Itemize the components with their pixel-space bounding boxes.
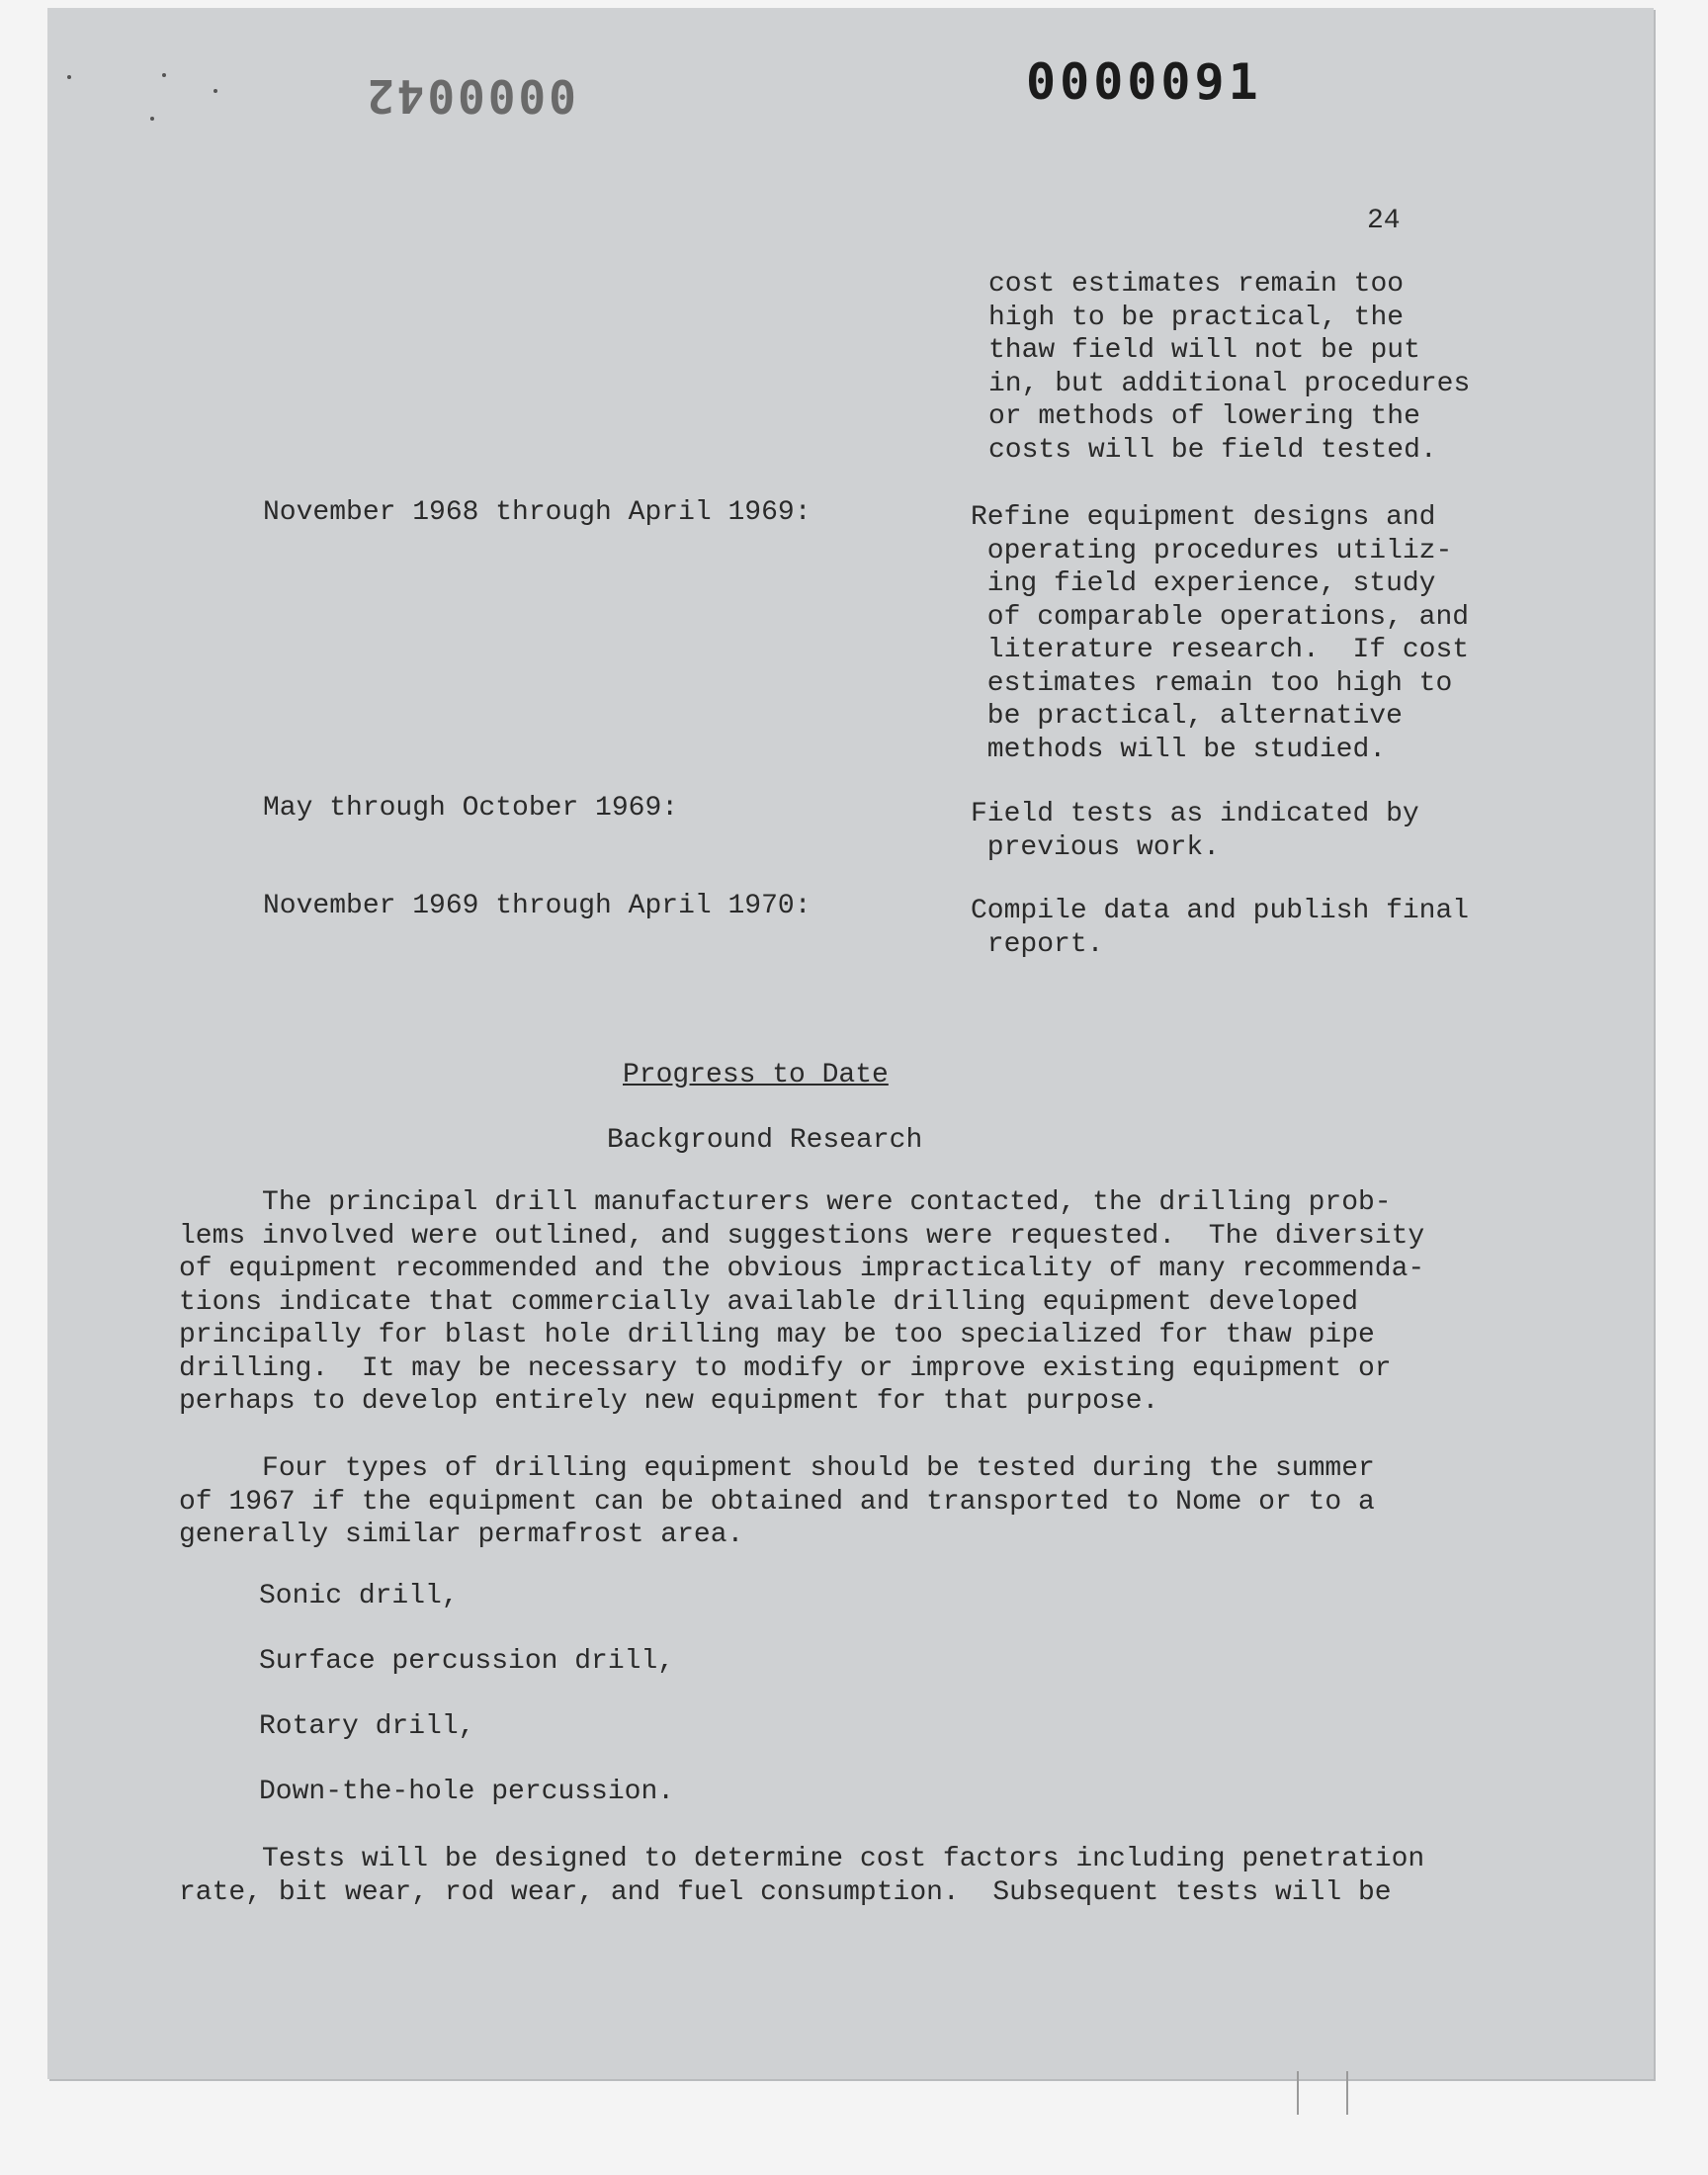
paragraph-drill-manufacturers: The principal drill manufacturers were contacted, the drilling prob- lems involved were outlined, and suggestions were requested. The diversity of equipment recommended and the obvious impracticality of many recommenda- tions indicate that commercially available drilling equipment developed principally for blast hole drilling may be too specialized for thaw pipe drilling. It may be necessary to modify or improve existing equipment or perhaps to develop entirely new equipment for that purpose. — [179, 1187, 1425, 1417]
schedule-continuation-text: cost estimates remain too high to be practical, the thaw field will not be put in, but additional procedures or methods of lowering the costs will be field tested. — [988, 269, 1471, 466]
schedule-description-2: Field tests as indicated by previous work. — [971, 799, 1419, 863]
speck — [214, 89, 217, 93]
fold-line — [1297, 2071, 1299, 2115]
speck — [67, 75, 71, 79]
document-stamp-number: 0000091 — [1026, 53, 1262, 111]
speck — [162, 73, 166, 77]
speck — [150, 117, 154, 121]
paragraph-tests: Tests will be designed to determine cost factors including penetration rate, bit wear, rod wear, and fuel consumption. Subsequent tests will be — [179, 1844, 1425, 1908]
fold-line — [1346, 2071, 1348, 2115]
section-title: Progress to Date — [623, 1060, 889, 1090]
schedule-description-1: Refine equipment designs and operating procedures utiliz- ing field experience, study of comparable operations, and literature research. If cost estimates remain too high to be practical, alternative methods will be studied. — [971, 502, 1470, 765]
schedule-period-1: November 1968 through April 1969: — [263, 497, 811, 528]
list-item: Rotary drill, — [259, 1711, 475, 1742]
page-number: 24 — [1367, 206, 1401, 236]
schedule-period-3: November 1969 through April 1970: — [263, 891, 811, 921]
list-item: Surface percussion drill, — [259, 1646, 675, 1677]
document-page — [47, 8, 1654, 2079]
schedule-period-2: May through October 1969: — [263, 793, 679, 824]
paragraph-drilling-equipment-types: Four types of drilling equipment should be tested during the summer of 1967 if the equipment can be obtained and transported to Nome or to a generally similar permafrost area. — [179, 1453, 1375, 1550]
list-item: Sonic drill, — [259, 1581, 459, 1611]
reversed-stamp-number: 0000042 — [364, 69, 576, 123]
list-item: Down-the-hole percussion. — [259, 1777, 675, 1807]
schedule-description-3: Compile data and publish final report. — [971, 896, 1470, 960]
subsection-title: Background Research — [607, 1125, 923, 1156]
